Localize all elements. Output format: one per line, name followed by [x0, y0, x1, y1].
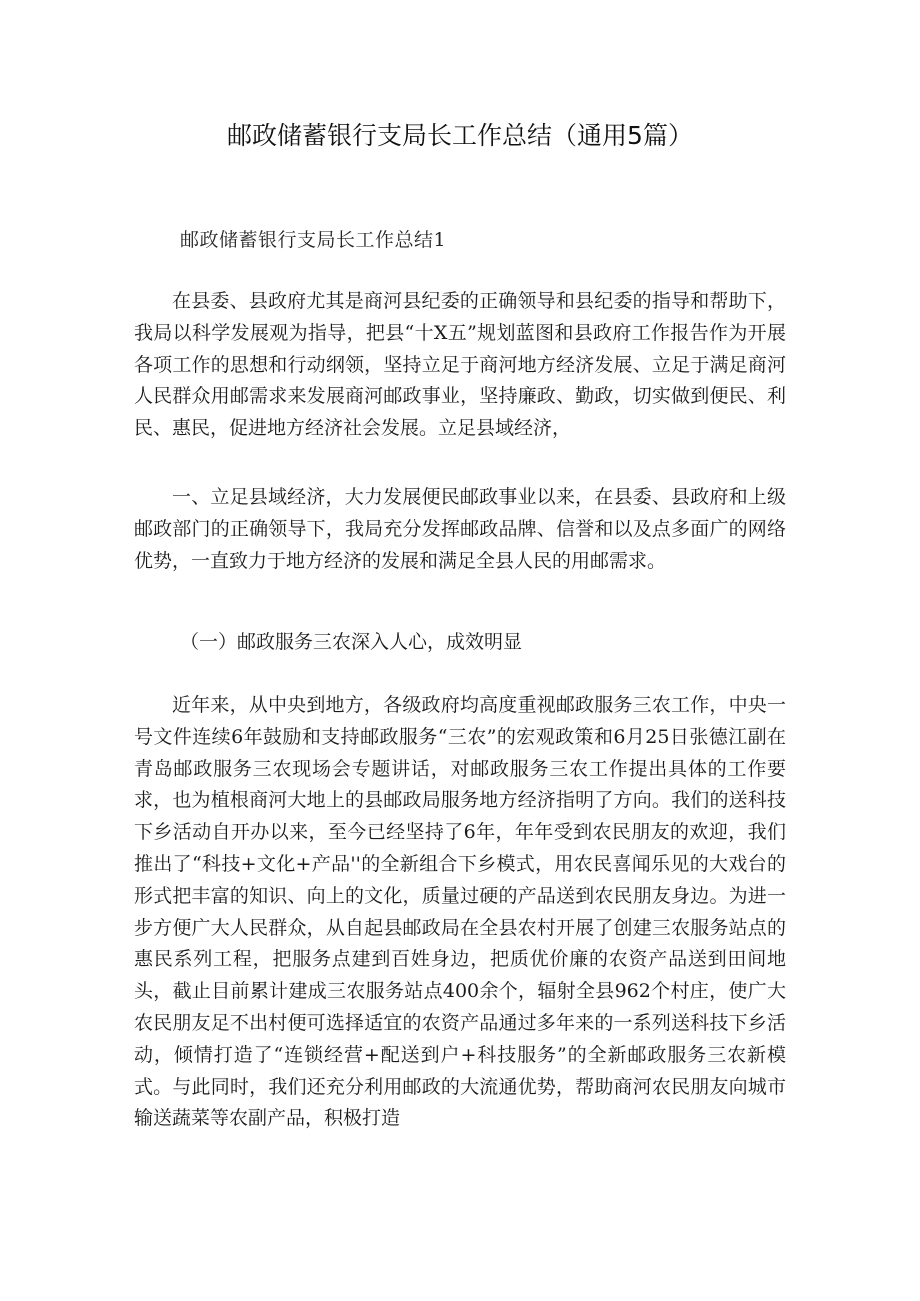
- document-title: 邮政储蓄银行支局长工作总结（通用5篇）: [227, 121, 693, 150]
- paragraph-section-one: 一、立足县域经济，大力发展便民邮政事业以来，在县委、县政府和上级邮政部门的正确领导下，我局充分发挥邮政品牌、信誉和以及点多面广的网络优势，一直致力于地方经济的发展和满足全县人民的用邮需求。: [134, 486, 786, 572]
- paragraph-intro: 在县委、县政府尤其是商河县纪委的正确领导和县纪委的指导和帮助下，我局以科学发展观为指导，把县“十X五”规划蓝图和县政府工作报告作为开展各项工作的思想和行动纲领，坚持立足于商河地方经济发展、立足于满足商河人民群众用邮需求来发展商河邮政事业，坚持廉政、勤政，切实做到便民、利民、惠民，促进地方经济社会发展。立足县域经济，: [134, 290, 786, 440]
- document-subtitle: 邮政储蓄银行支局长工作总结1: [180, 229, 447, 251]
- section-heading: （一）邮政服务三农深入人心，成效明显: [180, 631, 523, 653]
- paragraph-rural-services: 近年来，从中央到地方，各级政府均高度重视邮政服务三农工作，中央一号文件连续6年鼓励和支持邮政服务“三农”的宏观政策和6月25日张德江副在青岛邮政服务三农现场会专题讲话，对邮政服务三农工作提出具体的工作要求，也为植根商河大地上的县邮政局服务地方经济指明了方向。我们的送科技下乡活动自开办以来，至今已经坚持了6年，年年受到农民朋友的欢迎，我们推出了“科技+文化+产品''的全新组合下乡模式，用农民喜闻乐见的大戏台的形式把丰富的知识、向上的文化，质量过硬的产品送到农民朋友身边。为进一步方便广大人民群众，从自起县邮政局在全县农村开展了创建三农服务站点的惠民系列工程，把服务点建到百姓身边，把质优价廉的农资产品送到田间地头，截止目前累计建成三农服务站点400余个，辐射全县962个村庄，使广大农民朋友足不出村便可选择适宜的农资产品通过多年来的一系列送科技下乡活动，倾情打造了“连锁经营+配送到户+科技服务”的全新邮政服务三农新模式。与此同时，我们还充分利用邮政的大流通优势，帮助商河农民朋友向城市输送蔬菜等农副产品，积极打造: [134, 694, 786, 1130]
